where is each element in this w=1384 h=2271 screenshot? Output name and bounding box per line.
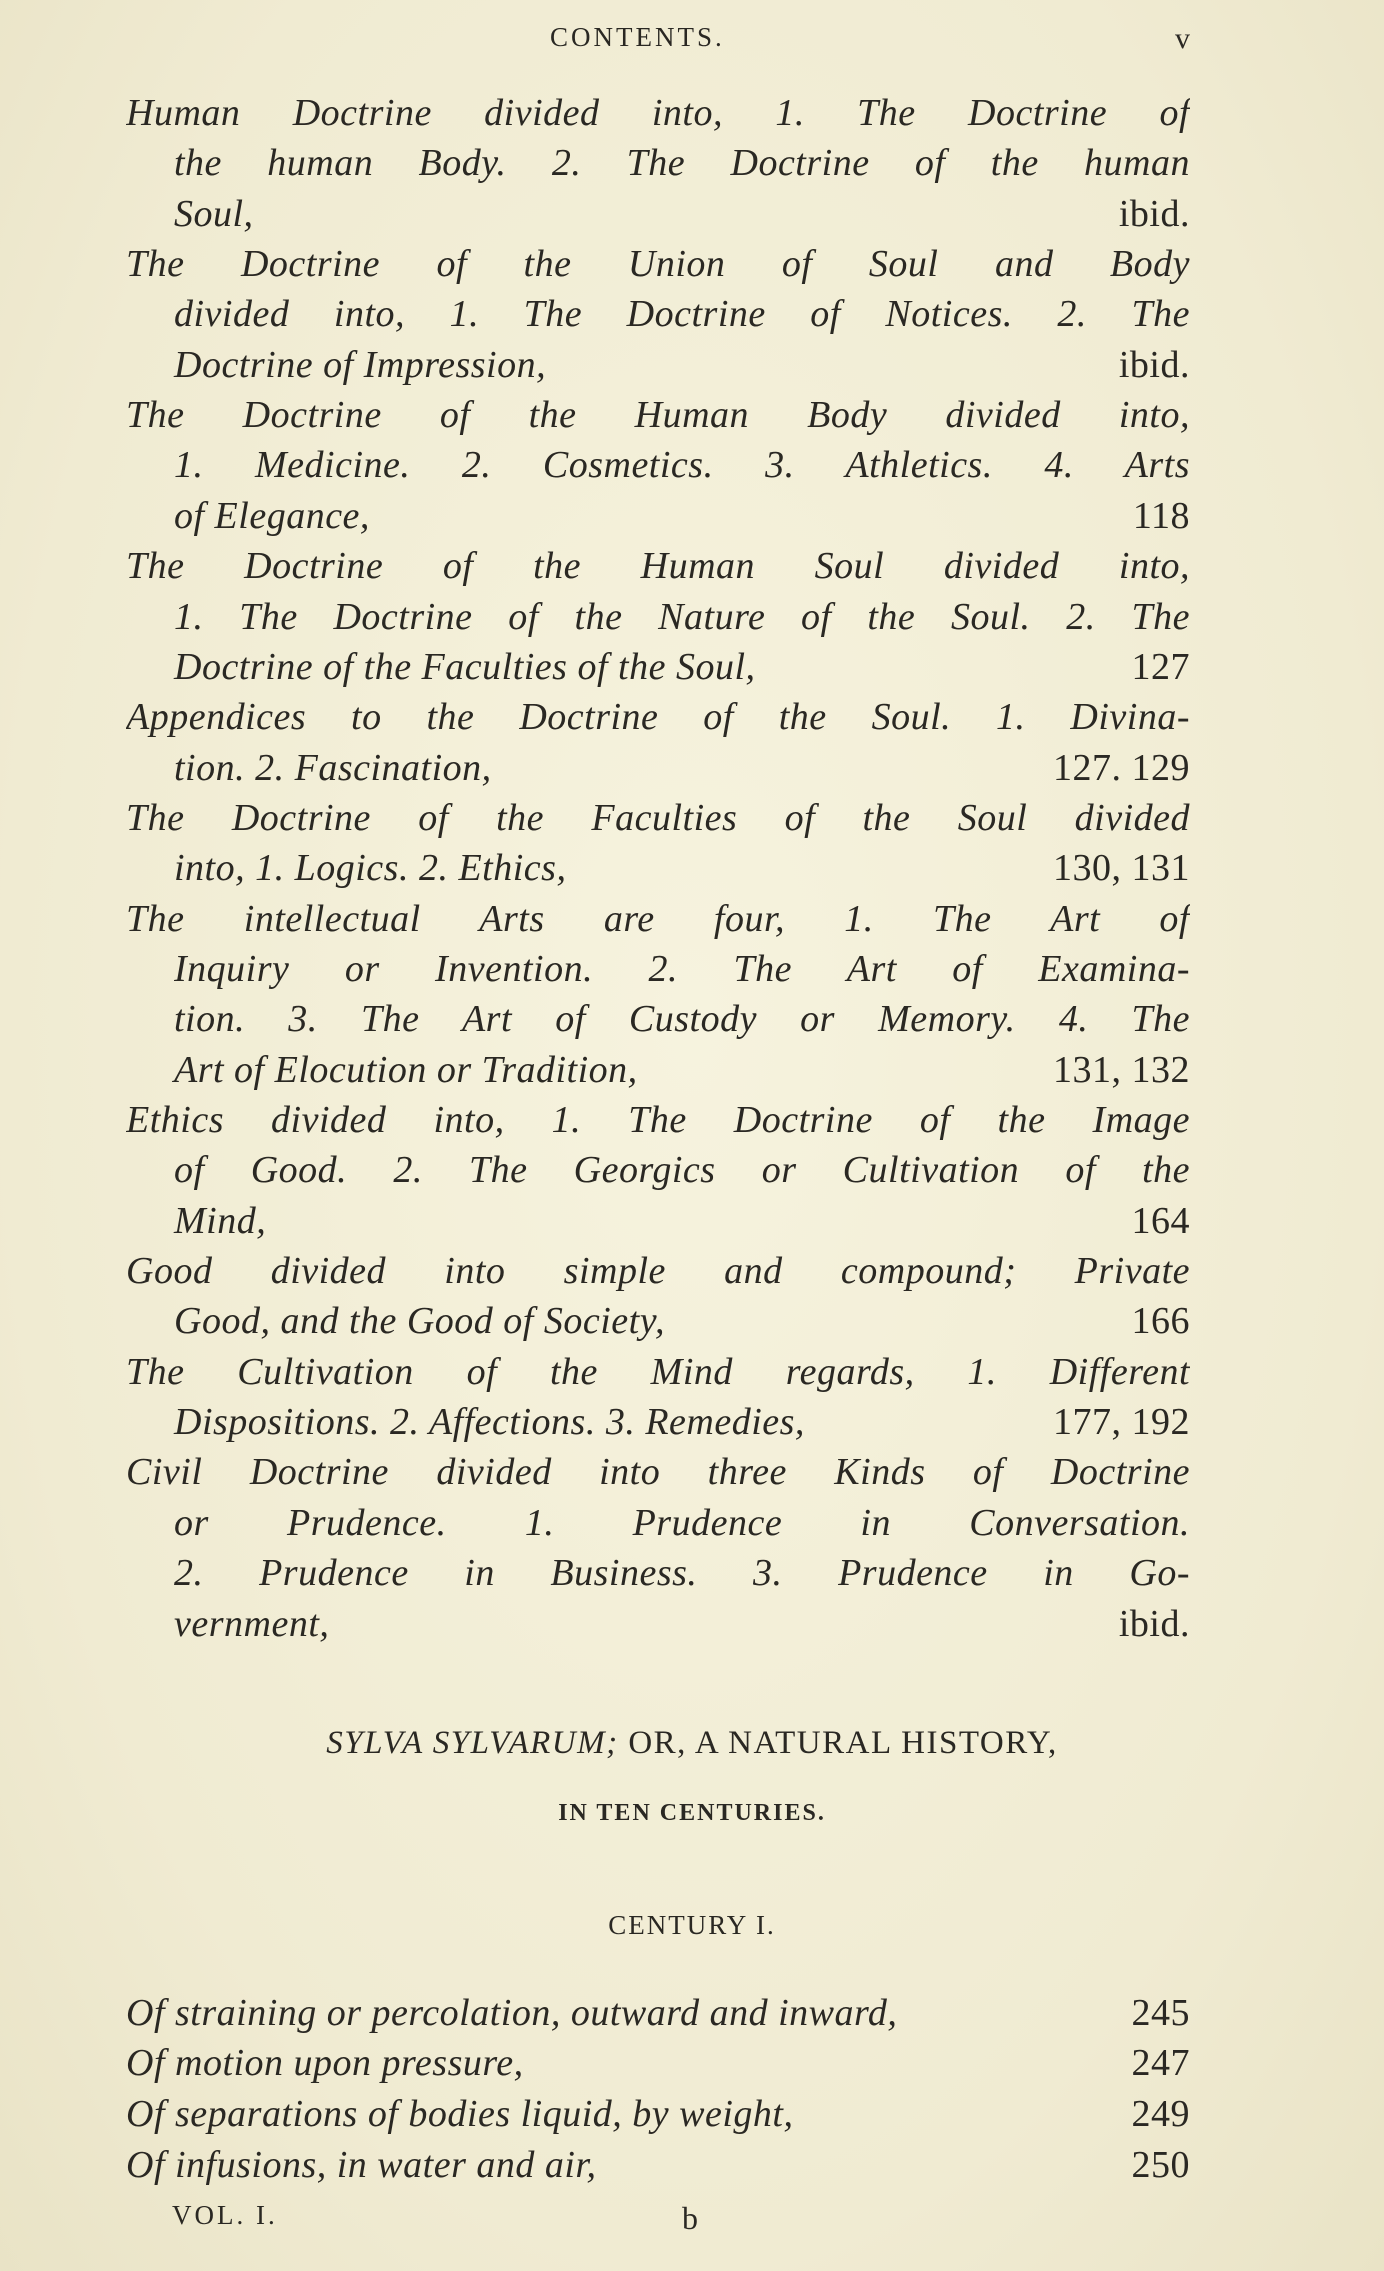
entry-text: The Doctrine of the Faculties of the Soul divided xyxy=(126,796,1190,839)
entry-text: Of separations of bodies liquid, by weight, xyxy=(126,2093,794,2135)
section-title-rest: OR, A NATURAL HISTORY, xyxy=(618,1725,1058,1761)
contents-entry-line xyxy=(126,1447,1190,1497)
entry-text: Ethics divided into, 1. The Doctrine of the Image xyxy=(126,1099,1190,1141)
contents-entry-line xyxy=(126,1095,1190,1145)
entry-text: into, 1. Logics. 2. Ethics, xyxy=(174,847,567,890)
century-heading: CENTURY I. xyxy=(608,1910,776,1940)
contents-entry-line xyxy=(174,944,1190,994)
contents-entry-line xyxy=(174,289,1190,339)
contents-entry-line xyxy=(126,390,1190,440)
contents-entry-line xyxy=(126,1347,1190,1397)
section-title xyxy=(0,1725,1384,1762)
entry-text: The Doctrine of the Human Soul divided into, xyxy=(126,545,1190,588)
contents-entry-line xyxy=(174,1045,1190,1095)
entry-text: Of motion upon pressure, xyxy=(126,2042,524,2084)
page-number: v xyxy=(1175,22,1190,55)
section-title-italic: SYLVA SYLVARUM; xyxy=(326,1725,619,1761)
entry-text: The Doctrine of the Human Body divided into, xyxy=(126,394,1190,437)
contents-entry-line xyxy=(126,793,1190,843)
contents-entry-line xyxy=(174,994,1190,1044)
contents-entry-line xyxy=(174,440,1190,490)
entry-page-number: 250 xyxy=(1131,2144,1190,2186)
entry-text: Dispositions. 2. Affections. 3. Remedies, xyxy=(174,1401,805,1444)
entry-page-number: 118 xyxy=(1132,494,1190,537)
contents-entry-line xyxy=(174,642,1190,692)
entry-text: Civil Doctrine divided into three Kinds of Doctrine xyxy=(126,1451,1190,1494)
entry-text: of Good. 2. The Georgics or Cultivation of the xyxy=(174,1149,1190,1192)
contents-entry-line xyxy=(174,491,1190,541)
entry-text: tion. 2. Fascination, xyxy=(174,746,492,789)
entry-text: Good, and the Good of Society, xyxy=(174,1300,665,1343)
contents-entry-line xyxy=(174,340,1190,390)
contents-entry-line xyxy=(174,843,1190,893)
contents-entry-line xyxy=(174,1599,1190,1649)
running-head-title: CONTENTS. xyxy=(550,22,725,52)
contents-entry-line xyxy=(126,88,1190,138)
century-entry xyxy=(126,2089,1190,2139)
entry-page-number: 245 xyxy=(1131,1992,1190,2034)
entry-text: the human Body. 2. The Doctrine of the human xyxy=(174,142,1190,185)
contents-entry-line xyxy=(174,1548,1190,1598)
volume-label: VOL. I. xyxy=(172,2200,278,2230)
contents-entry-line xyxy=(174,1397,1190,1447)
entry-text: 1. The Doctrine of the Nature of the Soul. 2. The xyxy=(174,595,1190,638)
contents-entry-line xyxy=(126,692,1190,742)
contents-entry-line xyxy=(174,189,1190,239)
century-entry xyxy=(126,1988,1190,2038)
entry-text: Of infusions, in water and air, xyxy=(126,2144,597,2186)
contents-entry-line xyxy=(174,138,1190,188)
entry-text: vernment, xyxy=(174,1602,330,1645)
section-subtitle: IN TEN CENTURIES. xyxy=(558,1800,826,1826)
entry-text: The intellectual Arts are four, 1. The Art of xyxy=(126,897,1190,940)
contents-entry-line xyxy=(174,592,1190,642)
contents-entry-line xyxy=(126,541,1190,591)
entry-text: of Elegance, xyxy=(174,494,370,537)
century-entry xyxy=(126,2038,1190,2088)
contents-entry-line xyxy=(174,1498,1190,1548)
entry-text: 1. Medicine. 2. Cosmetics. 3. Athletics. 4. Arts xyxy=(174,444,1190,487)
entry-page-number: 166 xyxy=(1131,1300,1190,1343)
entry-text: 2. Prudence in Business. 3. Prudence in Go- xyxy=(174,1552,1190,1595)
entry-text: The Cultivation of the Mind regards, 1. Different xyxy=(126,1350,1190,1393)
entry-text: Inquiry or Invention. 2. The Art of Examina- xyxy=(174,947,1190,990)
contents-entry-line xyxy=(174,1196,1190,1246)
entry-text: The Doctrine of the Union of Soul and Body xyxy=(126,243,1190,286)
signature-mark: b xyxy=(682,2200,698,2236)
entry-page-number: ibid. xyxy=(1118,343,1190,386)
entry-text: Soul, xyxy=(174,192,254,235)
entry-page-number: 130, 131 xyxy=(1053,847,1190,890)
running-head xyxy=(0,22,1384,62)
entry-page-number: 177, 192 xyxy=(1053,1401,1190,1444)
entry-text: Doctrine of Impression, xyxy=(174,343,547,386)
century-entry xyxy=(126,2140,1190,2190)
entry-text: Appendices to the Doctrine of the Soul. 1. Divina- xyxy=(126,696,1190,739)
contents-entry-line xyxy=(174,743,1190,793)
contents-entry-line xyxy=(126,894,1190,944)
entry-page-number: 249 xyxy=(1131,2093,1190,2135)
contents-entry-line xyxy=(174,1145,1190,1195)
entry-text: or Prudence. 1. Prudence in Conversation. xyxy=(174,1501,1190,1544)
entry-text: divided into, 1. The Doctrine of Notices. 2. The xyxy=(174,293,1190,336)
entry-text: Doctrine of the Faculties of the Soul, xyxy=(174,645,756,688)
entry-text: Art of Elocution or Tradition, xyxy=(174,1048,638,1091)
entry-page-number: 127. 129 xyxy=(1053,746,1190,789)
entry-text: Mind, xyxy=(174,1199,267,1242)
entry-page-number: ibid. xyxy=(1118,192,1190,235)
entry-page-number: 127 xyxy=(1131,645,1190,688)
entry-text: tion. 3. The Art of Custody or Memory. 4. The xyxy=(174,998,1190,1041)
entry-page-number: 247 xyxy=(1131,2042,1190,2084)
entry-page-number: 131, 132 xyxy=(1053,1048,1190,1091)
entry-page-number: 164 xyxy=(1131,1199,1190,1242)
entry-text: Human Doctrine divided into, 1. The Doctrine of xyxy=(126,92,1190,134)
entry-text: Of straining or percolation, outward and inward, xyxy=(126,1992,898,2034)
entry-text: Good divided into simple and compound; Private xyxy=(126,1250,1190,1293)
contents-entry-line xyxy=(126,239,1190,289)
entry-page-number: ibid. xyxy=(1118,1602,1190,1645)
contents-entry-line xyxy=(174,1296,1190,1346)
contents-entry-line xyxy=(126,1246,1190,1296)
